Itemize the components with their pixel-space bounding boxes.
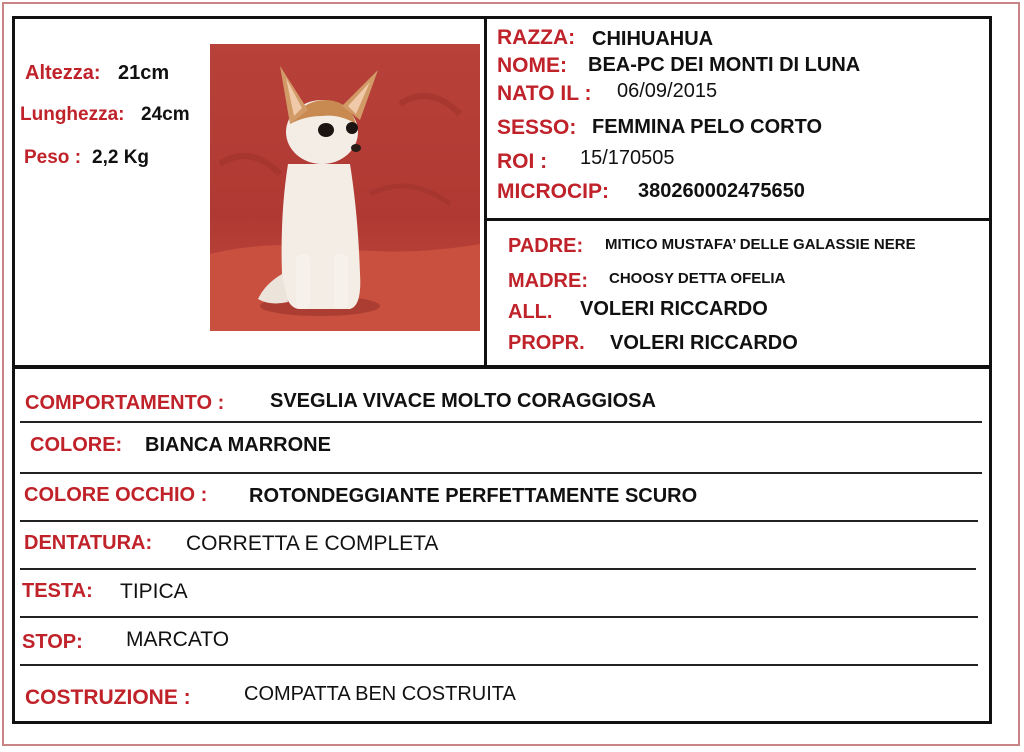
chihuahua-photo [210, 44, 480, 331]
padre-label: PADRE: [508, 235, 584, 257]
padre-value: MITICO MUSTAFA’ DELLE GALASSIE NERE [605, 236, 916, 253]
nome-value: BEA-PC DEI MONTI DI LUNA [588, 54, 861, 76]
row-divider [20, 421, 982, 423]
lunghezza-value: 24cm [141, 104, 190, 125]
sesso-value: FEMMINA PELO CORTO [592, 116, 822, 138]
colore-occhio-label: COLORE OCCHIO : [24, 484, 208, 506]
altezza-value: 21cm [118, 62, 170, 84]
dentatura-value: CORRETTA E COMPLETA [186, 532, 439, 555]
microcip-label: MICROCIP: [497, 180, 609, 203]
testa-label: TESTA: [22, 580, 93, 602]
dog-photo [210, 44, 480, 331]
all-label: ALL. [508, 301, 553, 323]
nome-label: NOME: [497, 54, 567, 77]
peso-value: 2,2 Kg [92, 147, 150, 168]
costruzione-value: COMPATTA BEN COSTRUITA [244, 683, 516, 705]
roi-value: 15/170505 [580, 147, 675, 169]
testa-value: TIPICA [120, 580, 188, 603]
all-value: VOLERI RICCARDO [580, 298, 768, 320]
costruzione-label: COSTRUZIONE : [25, 686, 191, 709]
row-divider [20, 616, 978, 618]
nato-value: 06/09/2015 [617, 80, 718, 102]
madre-label: MADRE: [508, 270, 588, 292]
madre-value: CHOOSY DETTA OFELIA [609, 270, 786, 287]
colore-label: COLORE: [30, 434, 123, 456]
colore-occhio-value: ROTONDEGGIANTE PERFETTAMENTE SCURO [249, 485, 698, 507]
altezza-label: Altezza: [25, 62, 101, 84]
roi-label: ROI : [497, 150, 548, 173]
colore-value: BIANCA MARRONE [145, 434, 331, 456]
row-divider [20, 520, 978, 522]
lunghezza-label: Lunghezza: [20, 104, 125, 125]
dentatura-label: DENTATURA: [24, 532, 153, 554]
comportamento-value: SVEGLIA VIVACE MOLTO CORAGGIOSA [270, 390, 656, 412]
stop-label: STOP: [22, 631, 83, 653]
comportamento-label: COMPORTAMENTO : [25, 392, 225, 414]
nato-label: NATO IL : [497, 82, 592, 105]
propr-value: VOLERI RICCARDO [610, 332, 798, 354]
peso-label: Peso : [24, 147, 82, 168]
row-divider [20, 664, 978, 666]
propr-label: PROPR. [508, 332, 585, 354]
stop-value: MARCATO [126, 628, 230, 651]
razza-value: CHIHUAHUA [592, 28, 714, 50]
microcip-value: 380260002475650 [638, 180, 805, 202]
sesso-label: SESSO: [497, 116, 577, 139]
row-divider [20, 568, 976, 570]
row-divider [20, 472, 982, 474]
traits-box [12, 366, 992, 724]
razza-label: RAZZA: [497, 26, 576, 49]
